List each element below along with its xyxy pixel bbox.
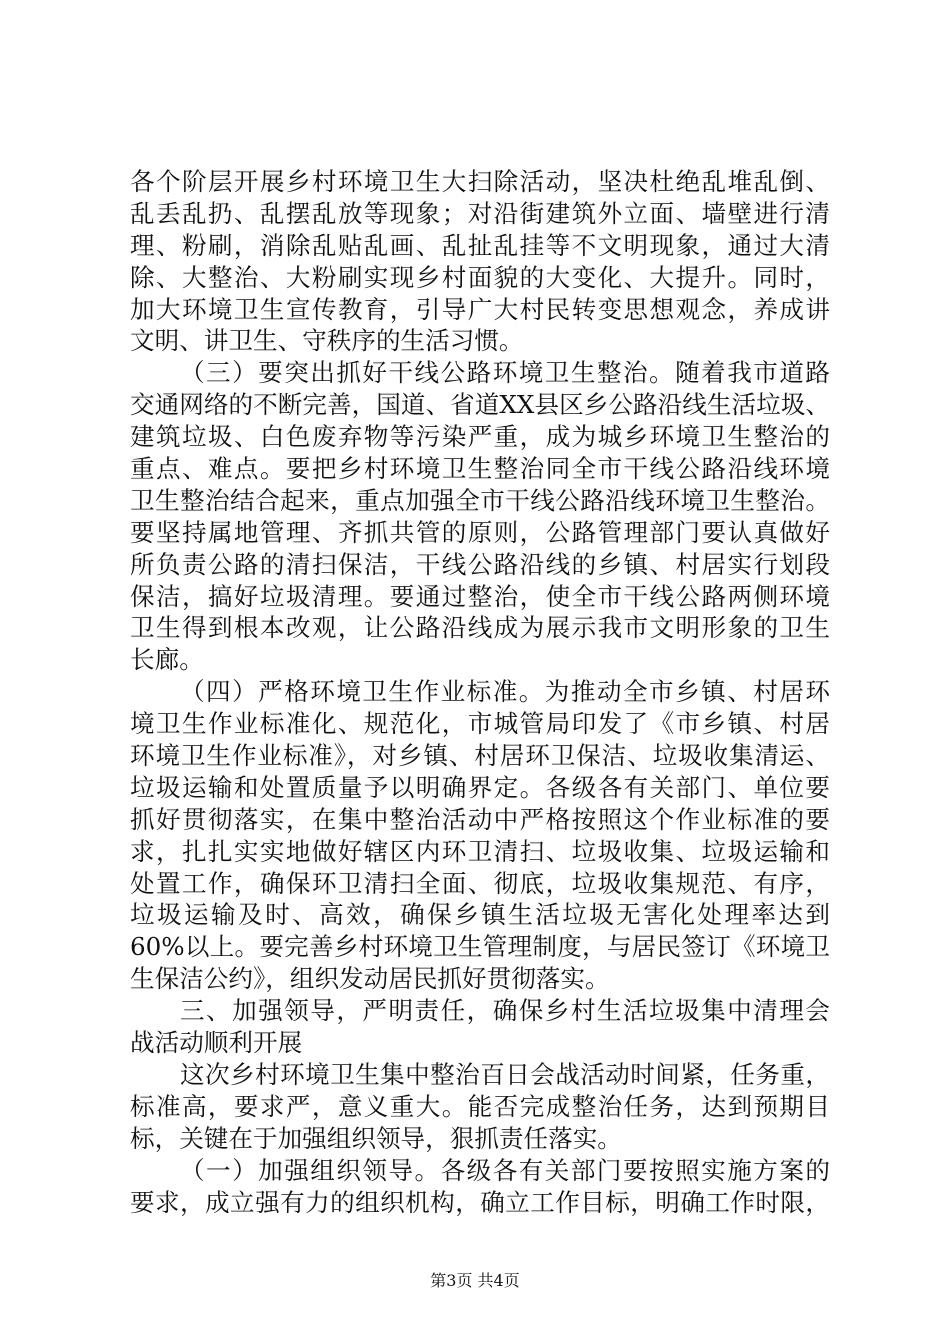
text-line: 标准高，要求严，意义重大。能否完成整治任务，达到预期目 bbox=[130, 1091, 830, 1121]
text-line: 重点、难点。要把乡村环境卫生整治同全市干线公路沿线环境 bbox=[130, 454, 830, 484]
text-line: 保洁，搞好垃圾清理。要通过整治，使全市干线公路两侧环境 bbox=[130, 581, 830, 611]
text-line: 文明、讲卫生、守秩序的生活习惯。 bbox=[130, 326, 524, 356]
text-line: 加大环境卫生宣传教育，引导广大村民转变思想观念，养成讲 bbox=[130, 294, 830, 324]
text-line: 三、加强领导，严明责任，确保乡村生活垃圾集中清理会 bbox=[180, 996, 830, 1026]
text-line: 长廊。 bbox=[130, 645, 204, 675]
text-line: 这次乡村环境卫生集中整治百日会战活动时间紧，任务重， bbox=[180, 1059, 830, 1089]
text-line: 理、粉刷，消除乱贴乱画、乱扯乱挂等不文明现象，通过大清 bbox=[130, 230, 830, 260]
text-line: 要求，成立强有力的组织机构，确立工作目标，明确工作时限， bbox=[130, 1187, 830, 1217]
page-footer: 第3页 共4页 bbox=[430, 1271, 520, 1290]
text-line: 标，关键在于加强组织领导，狠抓责任落实。 bbox=[130, 1123, 622, 1153]
text-line: 卫生整治结合起来，重点加强全市干线公路沿线环境卫生整治。 bbox=[130, 485, 830, 515]
text-line: （四）严格环境卫生作业标准。为推动全市乡镇、村居环 bbox=[180, 677, 830, 707]
text-line: 所负责公路的清扫保洁，干线公路沿线的乡镇、村居实行划段 bbox=[130, 549, 830, 579]
text-line: 环境卫生作业标准》，对乡镇、村居环卫保洁、垃圾收集清运、 bbox=[130, 741, 830, 771]
text-line: 抓好贯彻落实，在集中整治活动中严格按照这个作业标准的要 bbox=[130, 804, 830, 834]
text-line: 交通网络的不断完善，国道、省道XX县区乡公路沿线生活垃圾、 bbox=[130, 390, 830, 420]
text-line: （三）要突出抓好干线公路环境卫生整治。随着我市道路 bbox=[180, 358, 830, 388]
text-line: 卫生得到根本改观，让公路沿线成为展示我市文明形象的卫生 bbox=[130, 613, 830, 643]
text-line: 各个阶层开展乡村环境卫生大扫除活动，坚决杜绝乱堆乱倒、 bbox=[130, 167, 830, 196]
text-line: 求，扎扎实实地做好辖区内环卫清扫、垃圾收集、垃圾运输和 bbox=[130, 836, 830, 866]
text-line: 战活动顺利开展 bbox=[130, 1028, 303, 1058]
text-line: 乱丢乱扔、乱摆乱放等现象；对沿街建筑外立面、墙壁进行清 bbox=[130, 198, 830, 228]
text-line: 生保洁公约》，组织发动居民抓好贯彻落实。 bbox=[130, 964, 610, 994]
text-line: 要坚持属地管理、齐抓共管的原则，公路管理部门要认真做好 bbox=[130, 517, 830, 547]
text-line: 60%以上。要完善乡村环境卫生管理制度，与居民签订《环境卫 bbox=[130, 932, 830, 962]
text-line: 境卫生作业标准化、规范化，市城管局印发了《市乡镇、村居 bbox=[130, 709, 830, 739]
text-line: （一）加强组织领导。各级各有关部门要按照实施方案的 bbox=[180, 1155, 830, 1185]
text-line: 处置工作，确保环卫清扫全面、彻底，垃圾收集规范、有序， bbox=[130, 868, 830, 898]
text-line: 建筑垃圾、白色废弃物等污染严重，成为城乡环境卫生整治的 bbox=[130, 422, 830, 452]
text-line: 除、大整治、大粉刷实现乡村面貌的大变化、大提升。同时， bbox=[130, 262, 830, 292]
text-line: 垃圾运输和处置质量予以明确界定。各级各有关部门、单位要 bbox=[130, 772, 830, 802]
document-body bbox=[130, 166, 830, 1218]
text-line: 垃圾运输及时、高效，确保乡镇生活垃圾无害化处理率达到 bbox=[130, 900, 830, 930]
